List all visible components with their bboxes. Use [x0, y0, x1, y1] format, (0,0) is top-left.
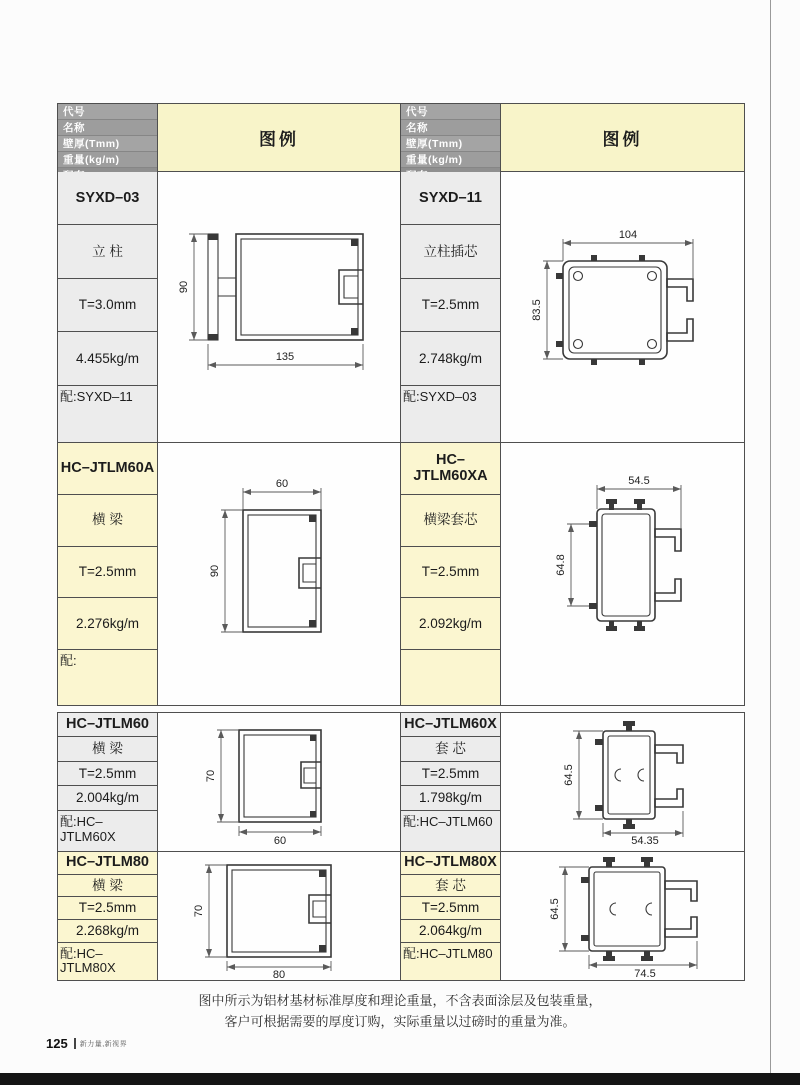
entry-name: 横 梁	[58, 495, 157, 547]
entry-code: HC–JTLM80X	[401, 852, 500, 875]
entry-code: HC–JTLM60	[58, 713, 157, 737]
left-block-main	[57, 103, 401, 706]
entry-weight: 2.268kg/m	[58, 920, 157, 943]
table-right-half	[401, 103, 745, 981]
header-label-code: 代号	[401, 104, 500, 120]
entry-thickness: T=2.5mm	[401, 762, 500, 786]
header-label-name: 名称	[58, 120, 157, 136]
footer-note-line1: 图中所示为铝材基材标准厚度和理论重量，不含表面涂层及包装重量，	[198, 993, 602, 1008]
dim-height-label: 90	[178, 280, 190, 294]
entry-hcjtlm80-labels	[58, 852, 158, 980]
dim-height-label: 83.5	[530, 299, 543, 321]
profile-drawing-hcjtlm60x	[513, 719, 733, 845]
entry-hcjtlm60xa-labels	[401, 443, 501, 705]
entry-name: 横 梁	[58, 737, 157, 761]
entry-match: 配:HC–JTLM60	[401, 811, 500, 851]
dim-height-label: 70	[193, 904, 205, 918]
entry-syxd11	[401, 172, 744, 443]
entry-hcjtlm60xa-drawing-cell	[501, 443, 744, 705]
left-block-lower	[57, 712, 401, 981]
entry-name: 横 梁	[58, 875, 157, 898]
profile-drawing-hcjtlm80	[169, 853, 389, 979]
dim-height-label: 90	[209, 564, 221, 578]
entry-syxd11-labels	[401, 172, 501, 442]
left-header-labels	[58, 104, 158, 171]
right-block-lower	[401, 712, 745, 981]
profile-drawing-hcjtlm80x	[513, 853, 733, 979]
legend-header-right: 图例	[501, 104, 744, 171]
entry-syxd03-labels	[58, 172, 158, 442]
entry-code: HC–JTLM80	[58, 852, 157, 875]
entry-syxd03-drawing-cell	[158, 172, 400, 442]
dim-width-label: 54.35	[630, 835, 659, 845]
dim-height-label: 64.5	[548, 898, 561, 920]
entry-thickness: T=2.5mm	[401, 279, 500, 332]
entry-weight: 2.004kg/m	[58, 786, 157, 810]
entry-hcjtlm60a-drawing-cell	[158, 443, 400, 705]
dim-width-label: 54.5	[627, 475, 650, 487]
right-header-row	[401, 104, 744, 172]
entry-weight: 1.798kg/m	[401, 786, 500, 810]
dim-height-label: 64.5	[562, 764, 575, 786]
footer-note-line2: 客户可根据需要的厚度订购，实际重量以过磅时的重量为准。	[224, 1014, 576, 1029]
entry-weight: 4.455kg/m	[58, 332, 157, 385]
entry-hcjtlm60-drawing-cell	[158, 713, 400, 851]
left-header-row	[58, 104, 400, 172]
dim-width-label: 135	[275, 351, 295, 363]
entry-hcjtlm80x	[401, 852, 744, 980]
entry-match: 配:	[58, 650, 157, 705]
entry-weight: 2.092kg/m	[401, 598, 500, 650]
entry-match: 配:HC–JTLM80	[401, 943, 500, 981]
dim-width-label: 104	[618, 229, 637, 241]
entry-hcjtlm60a-labels	[58, 443, 158, 705]
entry-thickness: T=2.5mm	[58, 547, 157, 599]
entry-code: HC–JTLM60XA	[401, 443, 500, 495]
dim-width-label: 80	[272, 969, 286, 979]
page-bottom-bar	[0, 1073, 800, 1085]
entry-code: HC–JTLM60X	[401, 713, 500, 737]
entry-hcjtlm60x	[401, 713, 744, 852]
entry-code: HC–JTLM60A	[58, 443, 157, 495]
entry-match: 配:SYXD–03	[401, 386, 500, 442]
entry-name: 立柱插芯	[401, 225, 500, 278]
header-label-thickness: 壁厚(Tmm)	[401, 136, 500, 152]
header-label-weight: 重量(kg/m)	[401, 152, 500, 168]
entry-hcjtlm60a	[58, 443, 400, 705]
dim-width-label: 60	[273, 835, 287, 846]
profile-drawing-hcjtlm60	[169, 718, 389, 846]
page-edge-line	[770, 0, 771, 1073]
entry-name: 套 芯	[401, 737, 500, 761]
page-number: 125	[46, 1036, 68, 1051]
header-label-name: 名称	[401, 120, 500, 136]
entry-syxd11-drawing-cell	[501, 172, 744, 442]
entry-thickness: T=2.5mm	[58, 762, 157, 786]
entry-match	[401, 650, 500, 705]
profile-drawing-hcjtlm60a	[161, 462, 397, 686]
right-block-main	[401, 103, 745, 706]
entry-thickness: T=2.5mm	[58, 897, 157, 920]
entry-hcjtlm80	[58, 852, 400, 980]
entry-hcjtlm80x-drawing-cell	[501, 852, 744, 980]
legend-header-left: 图例	[158, 104, 400, 171]
entry-hcjtlm80x-labels	[401, 852, 501, 980]
footer-divider	[74, 1038, 76, 1049]
entry-syxd03	[58, 172, 400, 443]
entry-weight: 2.748kg/m	[401, 332, 500, 385]
entry-match: 配:SYXD–11	[58, 386, 157, 442]
entry-hcjtlm60x-drawing-cell	[501, 713, 744, 851]
entry-weight: 2.276kg/m	[58, 598, 157, 650]
dim-height-label: 64.8	[554, 554, 567, 576]
header-label-weight: 重量(kg/m)	[58, 152, 157, 168]
spec-table	[57, 103, 745, 981]
entry-code: SYXD–11	[401, 172, 500, 225]
footer-tagline: 新力量,新视界	[79, 1040, 128, 1048]
entry-name: 横梁套芯	[401, 495, 500, 547]
dim-width-label: 60	[275, 478, 289, 490]
entry-hcjtlm60xa	[401, 443, 744, 705]
dim-height-label: 70	[205, 769, 217, 783]
page-footer	[46, 1036, 127, 1051]
entry-match: 配:HC–JTLM60X	[58, 811, 157, 851]
profile-drawing-syxd03	[161, 204, 397, 410]
entry-thickness: T=2.5mm	[401, 897, 500, 920]
entry-hcjtlm60-labels	[58, 713, 158, 851]
entry-thickness: T=3.0mm	[58, 279, 157, 332]
table-left-half	[57, 103, 401, 981]
profile-drawing-hcjtlm60xa	[505, 465, 741, 683]
entry-name: 套 芯	[401, 875, 500, 898]
entry-name: 立 柱	[58, 225, 157, 278]
header-label-code: 代号	[58, 104, 157, 120]
entry-thickness: T=2.5mm	[401, 547, 500, 599]
profile-drawing-syxd11	[505, 209, 741, 405]
entry-match: 配:HC–JTLM80X	[58, 943, 157, 981]
entry-hcjtlm60x-labels	[401, 713, 501, 851]
header-label-thickness: 壁厚(Tmm)	[58, 136, 157, 152]
entry-hcjtlm60	[58, 713, 400, 852]
right-header-labels	[401, 104, 501, 171]
footer-note	[0, 990, 800, 1032]
entry-hcjtlm80-drawing-cell	[158, 852, 400, 980]
entry-code: SYXD–03	[58, 172, 157, 225]
dim-width-label: 74.5	[633, 968, 656, 979]
entry-weight: 2.064kg/m	[401, 920, 500, 943]
